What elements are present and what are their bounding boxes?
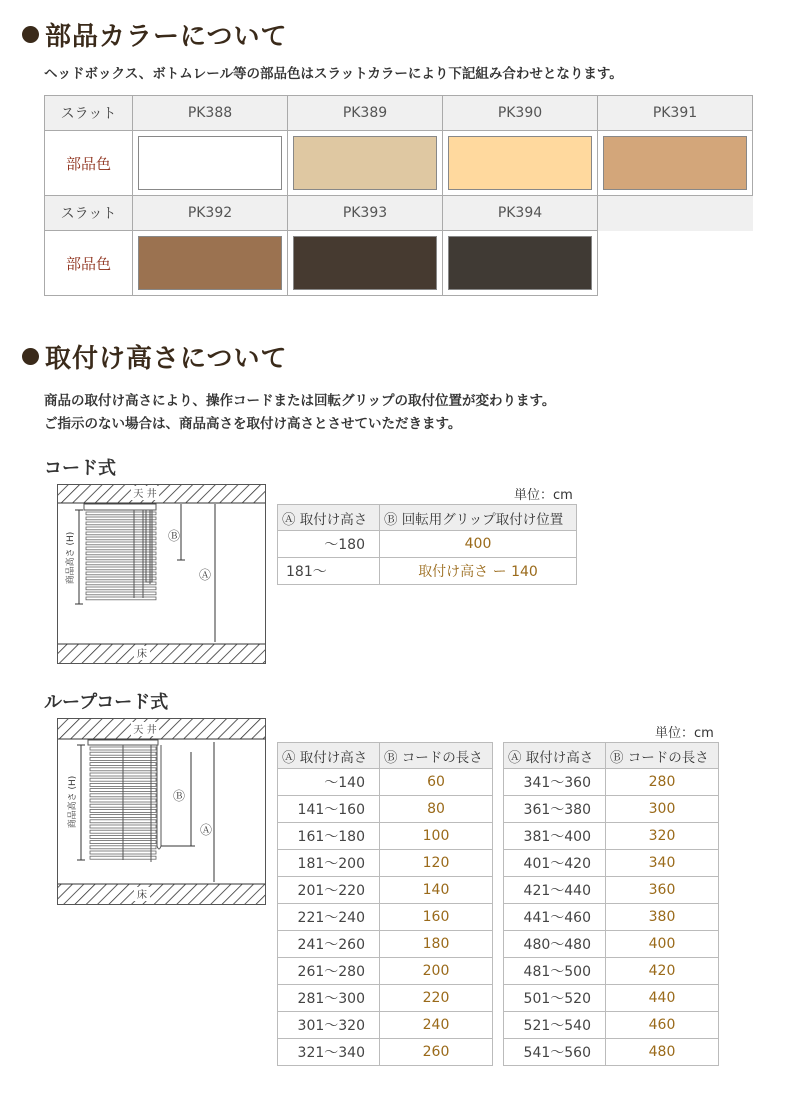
table-row	[278, 985, 493, 1012]
table-row	[504, 1039, 719, 1066]
table-cell: 240	[380, 1012, 493, 1039]
table-cell: 80	[380, 796, 493, 823]
slat	[86, 592, 156, 595]
row-label-part: 部品色	[45, 131, 133, 196]
ceiling-label: 天 井	[133, 489, 157, 500]
table-cell: 200	[380, 958, 493, 985]
product-height-label: 商品高さ (H)	[66, 531, 76, 585]
table-row	[278, 931, 493, 958]
table-cell: 201～220	[278, 877, 380, 904]
bullet-icon	[22, 26, 39, 43]
floor-label: 床	[137, 890, 147, 901]
table-cell: 501～520	[504, 985, 606, 1012]
color-swatch	[138, 136, 282, 190]
table-row	[278, 877, 493, 904]
mark-b: Ⓑ	[172, 789, 186, 803]
slat-code: PK393	[288, 196, 443, 231]
slat-code: PK389	[288, 96, 443, 131]
table-cell: 140	[380, 877, 493, 904]
loop-unit: 単位：cm	[655, 726, 714, 741]
table-row	[278, 1039, 493, 1066]
ceiling-label: 天 井	[133, 725, 157, 736]
cord-type-diagram	[57, 484, 266, 664]
table-row	[504, 823, 719, 850]
table-cell: 100	[380, 823, 493, 850]
mark-a: Ⓐ	[199, 823, 213, 837]
loop-table-right	[503, 742, 719, 1066]
slat-code: PK391	[598, 96, 753, 131]
table-row	[278, 823, 493, 850]
table-cell: 120	[380, 850, 493, 877]
col-header: Ⓐ 取付け高さ	[504, 743, 606, 769]
floor-label: 床	[137, 649, 147, 660]
table-cell: 541～560	[504, 1039, 606, 1066]
color-swatch	[293, 136, 437, 190]
col-header: Ⓑ コードの長さ	[380, 743, 493, 769]
table-row	[278, 769, 493, 796]
cord-unit: 単位：cm	[514, 488, 573, 503]
table-cell: 300	[606, 796, 719, 823]
col-header: Ⓑ 回転用グリップ取付け位置	[380, 505, 577, 531]
table-cell: 400	[380, 531, 577, 558]
color-swatch	[448, 136, 592, 190]
color-swatch	[448, 236, 592, 290]
cord-type-heading: コード式	[44, 458, 116, 479]
table-cell: 480	[606, 1039, 719, 1066]
col-header: Ⓑ コードの長さ	[606, 743, 719, 769]
table-cell: ～180	[278, 531, 380, 558]
table-row	[504, 796, 719, 823]
table-cell: 280	[606, 769, 719, 796]
row-label-part: 部品色	[45, 231, 133, 296]
loop-table-left	[277, 742, 493, 1066]
table-cell: 381～400	[504, 823, 606, 850]
product-height-label: 商品高さ (H)	[68, 775, 78, 829]
table-cell: 301～320	[278, 1012, 380, 1039]
color-swatch	[138, 236, 282, 290]
color-swatch	[293, 236, 437, 290]
table-cell: 441～460	[504, 904, 606, 931]
table-cell: 420	[606, 958, 719, 985]
table-cell: 341～360	[504, 769, 606, 796]
color-swatch	[603, 136, 747, 190]
table-cell: 320	[606, 823, 719, 850]
table-cell: 161～180	[278, 823, 380, 850]
table-cell: 261～280	[278, 958, 380, 985]
table-cell: 440	[606, 985, 719, 1012]
parts-color-note: ヘッドボックス、ボトムレール等の部品色はスラットカラーにより下記組み合わせとなります。	[44, 66, 623, 82]
mount-height-note-2: ご指示のない場合は、商品高さを取付け高さとさせていただきます。	[44, 416, 462, 432]
table-cell: 141～160	[278, 796, 380, 823]
table-cell: 260	[380, 1039, 493, 1066]
table-row	[504, 904, 719, 931]
table-cell: 241～260	[278, 931, 380, 958]
slat-code: PK390	[443, 96, 598, 131]
col-header: Ⓐ 取付け高さ	[278, 505, 380, 531]
table-row	[504, 877, 719, 904]
table-cell: 360	[606, 877, 719, 904]
table-cell: 321～340	[278, 1039, 380, 1066]
slat-code: PK392	[133, 196, 288, 231]
table-cell: ～140	[278, 769, 380, 796]
section-mount-height-title: 取付け高さについて	[22, 338, 287, 375]
table-cell: 361～380	[504, 796, 606, 823]
table-row	[278, 904, 493, 931]
loop-cord-heading: ループコード式	[44, 692, 169, 713]
table-cell: 460	[606, 1012, 719, 1039]
table-cell: 181～200	[278, 850, 380, 877]
table-row	[504, 931, 719, 958]
table-cell: 181～	[278, 558, 380, 585]
mark-a: Ⓐ	[198, 568, 212, 582]
table-row	[278, 1012, 493, 1039]
table-row	[504, 850, 719, 877]
table-cell: 480～480	[504, 931, 606, 958]
row-label-slat: スラット	[45, 96, 133, 131]
col-header: Ⓐ 取付け高さ	[278, 743, 380, 769]
table-cell: 521～540	[504, 1012, 606, 1039]
mount-height-note-1: 商品の取付け高さにより、操作コードまたは回転グリップの取付位置が変わります。	[44, 393, 556, 409]
table-cell: 380	[606, 904, 719, 931]
cord-table	[277, 504, 577, 585]
table-cell: 160	[380, 904, 493, 931]
table-cell: 180	[380, 931, 493, 958]
table-cell: 421～440	[504, 877, 606, 904]
table-cell: 281～300	[278, 985, 380, 1012]
loop-cord-diagram	[57, 718, 266, 905]
bullet-icon	[22, 348, 39, 365]
table-row	[504, 1012, 719, 1039]
section-parts-color-title: 部品カラーについて	[22, 16, 287, 53]
table-row	[504, 985, 719, 1012]
table-cell: 400	[606, 931, 719, 958]
table-row	[278, 958, 493, 985]
table-cell: 401～420	[504, 850, 606, 877]
table-cell: 220	[380, 985, 493, 1012]
slat	[86, 587, 156, 590]
table-cell: 221～240	[278, 904, 380, 931]
parts-color-table	[44, 95, 753, 296]
table-cell: 取付け高さ ー 140	[380, 558, 577, 585]
table-row	[504, 769, 719, 796]
table-row	[278, 850, 493, 877]
table-cell: 340	[606, 850, 719, 877]
table-row	[278, 796, 493, 823]
table-row	[504, 958, 719, 985]
table-cell: 60	[380, 769, 493, 796]
table-cell: 481～500	[504, 958, 606, 985]
row-label-slat: スラット	[45, 196, 133, 231]
slat-code: PK388	[133, 96, 288, 131]
slat-code: PK394	[443, 196, 598, 231]
slat	[86, 597, 156, 600]
mark-b: Ⓑ	[167, 529, 181, 543]
